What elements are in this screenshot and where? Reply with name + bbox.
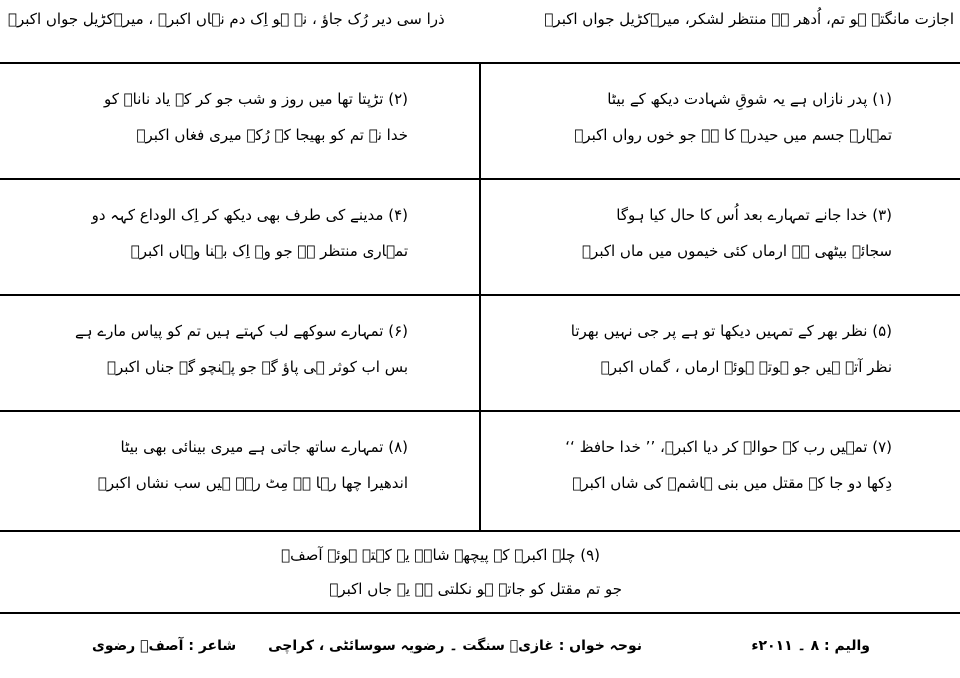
verse-1-line-1: (۱) پدر نازاں ہے یہ شوقِ شہادت دیکھ کے بیٹا [607, 90, 892, 108]
verse-6-line-2: بس اب کوثر ہی پاؤ گے جو پہنچو گے جناں اکبرؑ [106, 358, 408, 376]
verse-row-1 [0, 64, 960, 179]
verse-5-line-1: (۵) نظر بھر کے تمہیں دیکھا تو ہے پر جی نہیں بھرتا [570, 322, 892, 340]
verse-1 [482, 64, 960, 179]
verse-3-line-2: سجائے بیٹھی ہے ارماں کئی خیموں میں ماں اکبرؑ [582, 242, 892, 260]
volume-label: والیم : ۸ ۔ ۲۰۱۱ء [751, 638, 870, 654]
header-right-line: اجازت مانگتے ہو تم، اُدھر ہے منتظر لشکر، میرےکڑیل جواں اکبرؑ [544, 10, 954, 28]
verse-1-line-2: تمہارے جسم میں حیدرؑ کا ہے جو خوں رواں اکبرؑ [574, 126, 892, 144]
verse-7-line-1: (۷) تمہیں رب کے حوالے کر دیا اکبرؑ، ’’ خدا حافظ ‘‘ [565, 438, 892, 456]
verse-6 [0, 296, 478, 411]
verse-2-line-1: (۲) تڑپتا تھا میں روز و شب جو کر کے یاد ناناؐ کو [103, 90, 408, 108]
verse-2-line-2: خدا نے تم کو بھیجا کہ رُکے میری فغاں اکبرؑ [136, 126, 408, 144]
verse-6-line-1: (۶) تمہارے سوکھے لب کہتے ہیں تم کو پیاس مارے ہے [75, 322, 408, 340]
verse-5 [482, 296, 960, 411]
verse-8 [0, 412, 478, 527]
verse-7-line-2: دِکھا دو جا کے مقتل میں بنی ہاشمؑ کی شاں اکبرؑ [572, 474, 892, 492]
final-verse-line-1: (۹) چلے اکبرؑ کے پیچھے شاہؑ یہ کہتے ہوئے آصفؔ [281, 546, 600, 564]
footer-rule [0, 612, 960, 614]
verse-8-line-2: اندھیرا چھا رہا ہے مِٹ رہے ہیں سب نشاں اکبرؑ [97, 474, 408, 492]
verses-grid [0, 62, 960, 532]
verse-4-line-2: تمہاری منتظر ہے جو وہ اِک بہنا وہاں اکبرؑ [130, 242, 408, 260]
header [0, 0, 960, 44]
verse-4 [0, 180, 478, 295]
verse-8-line-1: (۸) تمہارے ساتھ جاتی ہے میری بینائی بھی بیٹا [120, 438, 408, 456]
verse-7 [482, 412, 960, 527]
verse-row-2 [0, 180, 960, 295]
poet-label: شاعر : آصفؔ رضوی [92, 638, 237, 654]
verse-3-line-1: (۳) خدا جانے تمہارے بعد اُس کا حال کیا ہوگا [616, 206, 892, 224]
verse-3 [482, 180, 960, 295]
verse-4-line-1: (۴) مدینے کی طرف بھی دیکھ کر اِک الوداع کہہ دو [91, 206, 408, 224]
reciter-label: نوحہ خواں : غازیؑ سنگت ۔ رضویہ سوسائٹی ، کراچی [268, 638, 642, 654]
verse-2 [0, 64, 478, 179]
verse-5-line-2: نظر آتے ہیں جو ہوتے ہوئے ارماں ، گماں اکبرؑ [600, 358, 892, 376]
footer [0, 638, 960, 668]
verse-row-4 [0, 412, 960, 527]
final-verse-line-2: جو تم مقتل کو جاتے ہو نکلتی ہے یہ جاں اکبرؑ [329, 580, 622, 598]
final-verse [0, 532, 960, 612]
header-left-line: ذرا سی دیر رُک جاؤ ، نہ ہو اِک دم نہاں اکبرؑ ، میرےکڑیل جواں اکبرؑ [8, 10, 445, 28]
verse-row-3 [0, 296, 960, 411]
